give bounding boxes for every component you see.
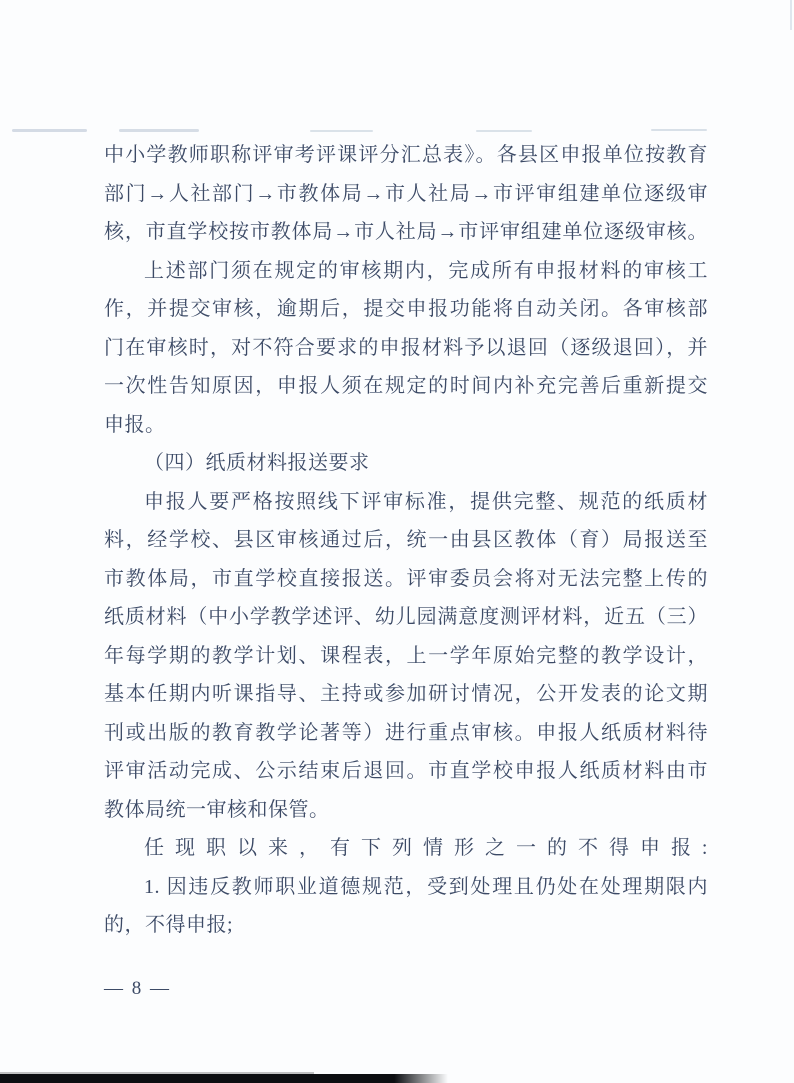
body-line: 部门→人社部门→市教体局→市人社局→市评审组建单位逐级审	[104, 182, 708, 205]
body-line: 中小学教师职称评审考评课评分汇总表》。各县区申报单位按教育	[104, 144, 708, 166]
section-heading: （四）纸质材料报送要求	[144, 452, 370, 474]
body-line: 一次性告知原因，申报人须在规定的时间内补充完善后重新提交	[104, 375, 708, 397]
body-line: 市教体局，市直学校直接报送。评审委员会将对无法完整上传的	[104, 567, 708, 590]
scan-smudge-dash	[651, 129, 707, 131]
body-line: 任现职以来，有下列情形之一的不得申报:	[144, 837, 708, 859]
scan-smudge-dash	[476, 130, 532, 132]
body-line: 料，经学校、县区审核通过后，统一由县区教体（育）局报送至	[104, 529, 708, 551]
body-line: 教体局统一审核和保管。	[104, 798, 330, 821]
body-line: 1. 因违反教师职业道德规范，受到处理且仍处在处理期限内	[144, 875, 708, 898]
body-line: 基本任期内听课指导、主持或参加研讨情况，公开发表的论文期	[104, 683, 708, 705]
body-line: 门在审核时，对不符合要求的申报材料予以退回（逐级退回），并	[104, 336, 708, 359]
body-line: 申报人要严格按照线下评审标准，提供完整、规范的纸质材	[144, 490, 708, 513]
scan-edge-line	[790, 0, 792, 30]
body-line: 上述部门须在规定的审核期内，完成所有申报材料的审核工	[144, 259, 708, 282]
body-line: 的，不得申报;	[104, 914, 234, 936]
scan-shadow-bottom	[0, 1074, 448, 1083]
body-line: 刊或出版的教育教学论著等）进行重点审核。申报人纸质材料待	[104, 721, 708, 744]
body-line: 年每学期的教学计划、课程表，上一学年原始完整的教学设计，	[104, 644, 708, 667]
document-body	[104, 136, 708, 945]
scan-smudge-dash	[12, 129, 87, 132]
body-line: 作，并提交审核，逾期后，提交申报功能将自动关闭。各审核部	[104, 298, 708, 320]
page-number: — 8 —	[104, 978, 171, 999]
body-line: 核，市直学校按市教体局→市人社局→市评审组建单位逐级审核。	[104, 221, 708, 243]
scan-smudge-dash	[119, 129, 199, 132]
scan-smudge-dash	[310, 130, 373, 132]
body-line: 申报。	[104, 413, 166, 436]
body-line: 评审活动完成、公示结束后退回。市直学校申报人纸质材料由市	[104, 760, 708, 782]
body-line: 纸质材料（中小学教学述评、幼儿园满意度测评材料，近五（三）	[104, 606, 708, 628]
